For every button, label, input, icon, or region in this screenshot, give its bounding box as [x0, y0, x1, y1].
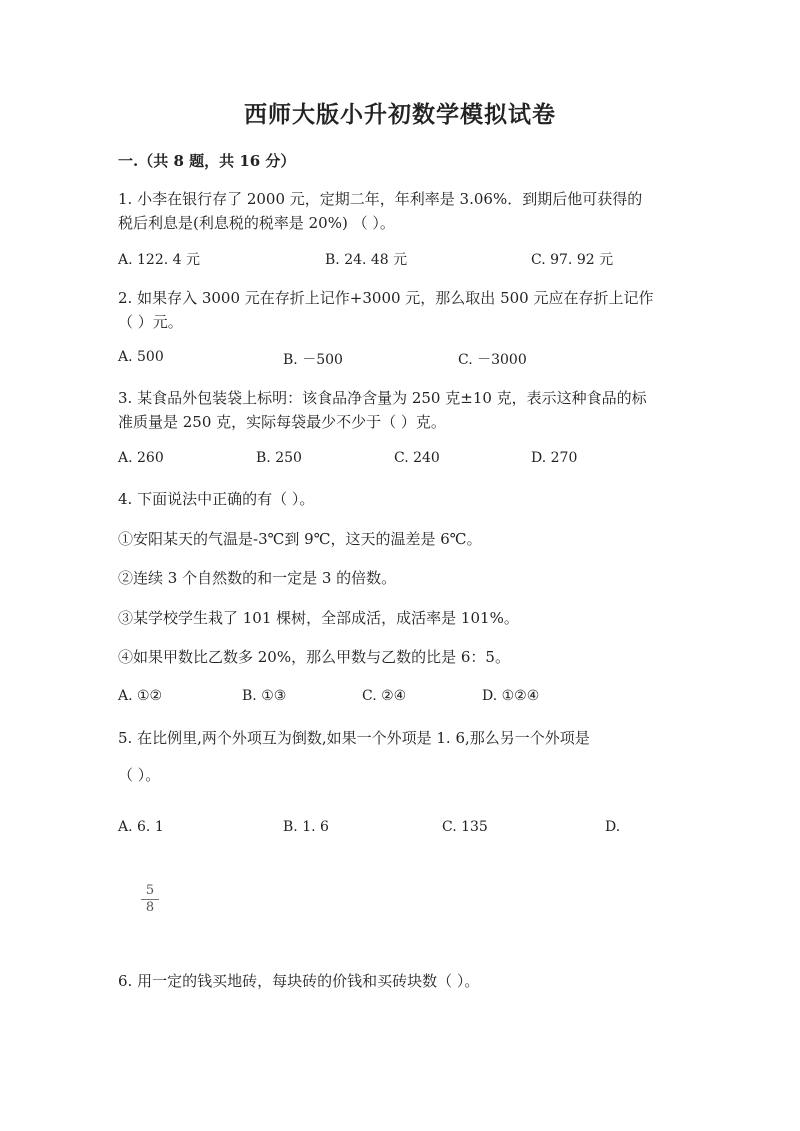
- question-1-option-c: C. 97. 92 元: [531, 252, 614, 268]
- question-4-option-b: B. ①③: [242, 688, 287, 704]
- question-2-line-1: 2. 如果存入 3000 元在存折上记作+3000 元，那么取出 500 元应在存折上记作: [118, 289, 654, 307]
- fraction-five-eighths: [141, 884, 159, 915]
- question-4-option-a: A. ①②: [118, 688, 163, 704]
- exam-title: 西师大版小升初数学模拟试卷: [244, 101, 556, 128]
- question-1-line-2: 税后利息是(利息税的税率是 20%) （ ）。: [118, 214, 395, 232]
- question-3-option-a: A. 260: [118, 450, 164, 466]
- question-4-statement-1: ①安阳某天的气温是-3℃到 9℃，这天的温差是 6℃。: [118, 530, 482, 548]
- question-4-option-d: D. ①②④: [482, 688, 540, 704]
- question-4-option-c: C. ②④: [362, 688, 407, 704]
- question-5-line-2: （ ）。: [118, 766, 161, 784]
- question-5-option-d: D.: [605, 819, 621, 835]
- question-3-option-d: D. 270: [531, 450, 578, 466]
- question-2-option-b: B. －500: [283, 352, 343, 368]
- question-5-option-a: A. 6. 1: [118, 819, 164, 835]
- question-3-line-2: 准质量是 250 克，实际每袋最少不少于（ ）克。: [118, 413, 446, 431]
- question-3-option-c: C. 240: [394, 450, 440, 466]
- question-5-option-b: B. 1. 6: [283, 819, 329, 835]
- question-5-line-1: 5. 在比例里,两个外项互为倒数,如果一个外项是 1. 6,那么另一个外项是: [118, 729, 590, 747]
- question-3-line-1: 3. 某食品外包装袋上标明：该食品净含量为 250 克±10 克，表示这种食品的标: [118, 389, 647, 407]
- question-4-statement-3: ③某学校学生栽了 101 棵树，全部成活，成活率是 101%。: [118, 609, 519, 627]
- section-heading: 一.（共 8 题，共 16 分）: [118, 152, 296, 170]
- question-5-option-c: C. 135: [442, 819, 488, 835]
- question-4-line-1: 4. 下面说法中正确的有（ ）。: [118, 490, 315, 508]
- fraction-numerator: 5: [145, 883, 155, 898]
- question-1-option-a: A. 122. 4 元: [118, 252, 200, 268]
- question-2-line-2: （ ）元。: [118, 313, 183, 331]
- question-2-option-c: C. －3000: [458, 352, 527, 368]
- question-1-line-1: 1. 小李在银行存了 2000 元，定期二年，年利率是 3.06%．到期后他可获得的: [118, 190, 643, 208]
- question-3-option-b: B. 250: [256, 450, 302, 466]
- question-6-line-1: 6. 用一定的钱买地砖，每块砖的价钱和买砖块数（ ）。: [118, 972, 480, 990]
- question-1-option-b: B. 24. 48 元: [325, 252, 408, 268]
- question-4-statement-4: ④如果甲数比乙数多 20%，那么甲数与乙数的比是 6：5。: [118, 648, 510, 666]
- fraction-denominator: 8: [145, 900, 155, 915]
- question-4-statement-2: ②连续 3 个自然数的和一定是 3 的倍数。: [118, 569, 397, 587]
- question-2-option-a: A. 500: [118, 349, 164, 365]
